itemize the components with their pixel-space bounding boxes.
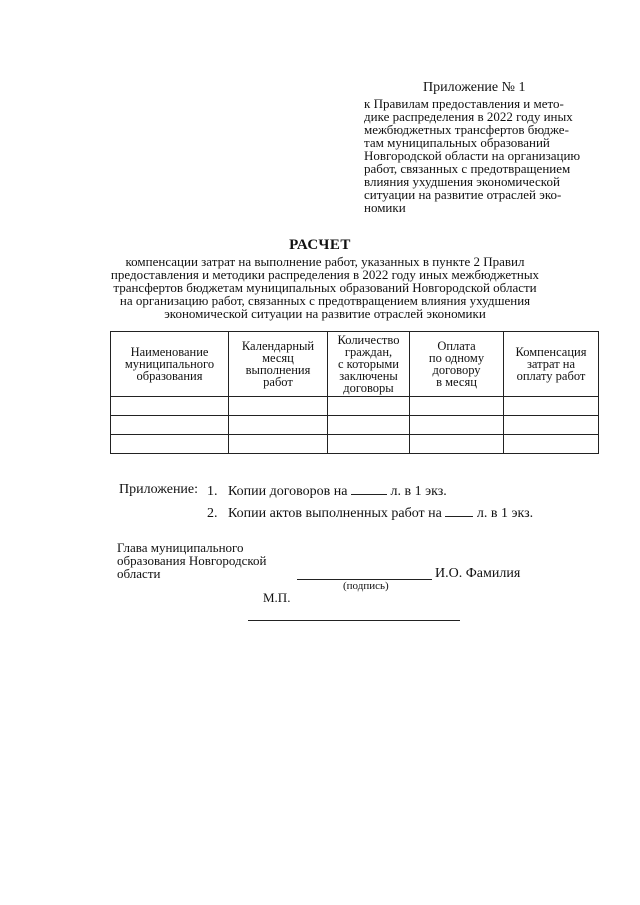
appendix-line: работ, связанных с предотвращением bbox=[364, 161, 571, 176]
table-cell bbox=[410, 416, 504, 435]
header-month: Календарный месяц выполнения работ bbox=[229, 332, 328, 397]
attachment-suffix: л. в 1 экз. bbox=[390, 484, 447, 499]
signatory-name: И.О. Фамилия bbox=[435, 566, 521, 581]
table-cell bbox=[111, 397, 229, 416]
signatory-position bbox=[117, 541, 317, 580]
subtitle-line: на организацию работ, связанных с предотвращением влияния ухудшения bbox=[119, 293, 531, 308]
table-cell bbox=[229, 416, 328, 435]
attachment-suffix: л. в 1 экз. bbox=[476, 506, 534, 521]
table-cell bbox=[111, 416, 229, 435]
table-header-row bbox=[111, 332, 599, 397]
table-cell bbox=[328, 397, 410, 416]
appendix-line: влияния ухудшения экономической bbox=[364, 174, 560, 189]
attachment-number: 1. bbox=[207, 484, 218, 499]
attachment-text: Копии актов выполненных работ на bbox=[228, 506, 442, 521]
table-cell bbox=[111, 435, 229, 454]
appendix-reference bbox=[364, 97, 600, 214]
table-cell bbox=[504, 416, 599, 435]
header-payment: Оплата по одному договору в месяц bbox=[410, 332, 504, 397]
attachments-label: Приложение: bbox=[119, 482, 199, 497]
subtitle-line: трансфертов бюджетам муниципальных образований Новгородской области bbox=[113, 280, 537, 295]
appendix-title: Приложение № 1 bbox=[423, 80, 526, 95]
sheet-count-blank bbox=[351, 482, 387, 495]
table-cell bbox=[504, 397, 599, 416]
appendix-line: ситуации на развитие отраслей эко- bbox=[364, 187, 562, 202]
document-title: РАСЧЕТ bbox=[289, 237, 351, 253]
appendix-line: межбюджетных трансфертов бюдже- bbox=[364, 122, 569, 137]
attachment-number: 2. bbox=[207, 506, 218, 521]
appendix-line: Новгородской области на организацию bbox=[364, 148, 581, 163]
table-row bbox=[111, 397, 599, 416]
appendix-line: дике распределения в 2022 году иных bbox=[364, 109, 573, 124]
attachment-item bbox=[207, 482, 447, 500]
subtitle-line: предоставления и методики распределения в 2022 году иных межбюджетных bbox=[110, 267, 540, 282]
bottom-rule bbox=[248, 620, 460, 621]
stamp-label: М.П. bbox=[263, 590, 291, 605]
table-cell bbox=[504, 435, 599, 454]
attachment-item bbox=[207, 504, 533, 522]
header-compensation: Компенсация затрат на оплату работ bbox=[504, 332, 599, 397]
table-row bbox=[111, 435, 599, 454]
table-row bbox=[111, 416, 599, 435]
position-line: области bbox=[117, 566, 161, 581]
subtitle-line: компенсации затрат на выполнение работ, указанных в пункте 2 Правил bbox=[125, 254, 525, 269]
appendix-line: там муниципальных образований bbox=[364, 135, 550, 150]
appendix-line: к Правилам предоставления и мето- bbox=[364, 96, 564, 111]
appendix-line: номики bbox=[364, 200, 406, 215]
table-cell bbox=[410, 397, 504, 416]
calculation-table bbox=[110, 331, 599, 454]
table-cell bbox=[229, 397, 328, 416]
table-cell bbox=[410, 435, 504, 454]
sheet-count-blank bbox=[445, 504, 473, 517]
subtitle-line: экономической ситуации на развитие отраслей экономики bbox=[164, 306, 486, 321]
table-cell bbox=[328, 435, 410, 454]
position-line: образования Новгородской bbox=[117, 553, 267, 568]
table-cell bbox=[328, 416, 410, 435]
signature-hint: (подпись) bbox=[343, 580, 389, 592]
table-cell bbox=[229, 435, 328, 454]
document-subtitle bbox=[95, 255, 555, 320]
attachment-text: Копии договоров на bbox=[228, 484, 348, 499]
header-citizens-count: Количество граждан, с которыми заключены договоры bbox=[328, 332, 410, 397]
header-municipality: Наименование муниципального образования bbox=[111, 332, 229, 397]
position-line: Глава муниципального bbox=[117, 540, 244, 555]
